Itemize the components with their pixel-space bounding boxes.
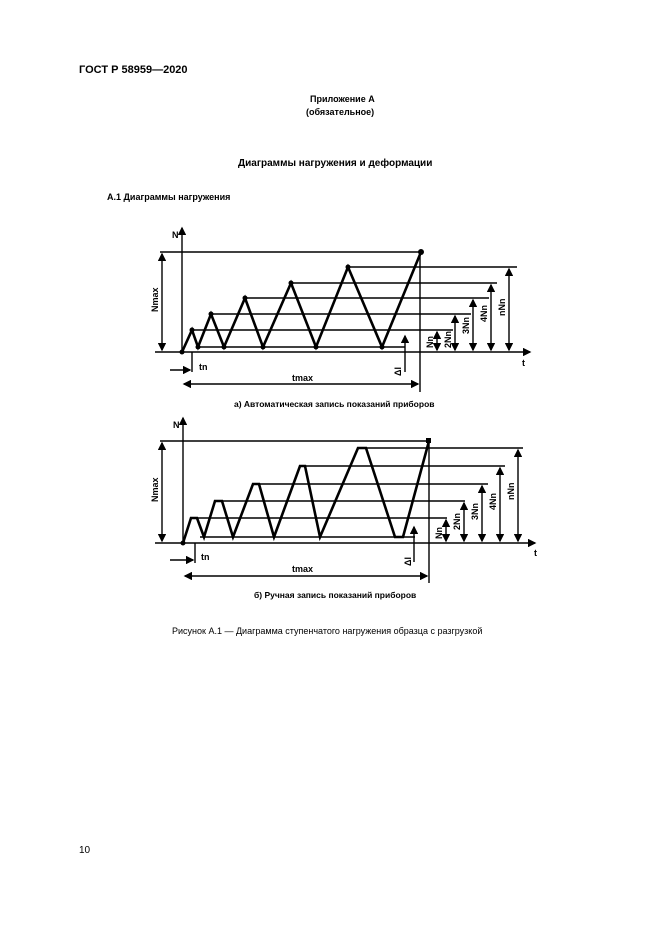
svg-text:Nmax: Nmax	[150, 287, 160, 312]
svg-text:Δl: Δl	[403, 557, 413, 566]
svg-text:3Nn: 3Nn	[470, 502, 480, 520]
svg-text:4Nn: 4Nn	[488, 492, 498, 510]
svg-text:N: N	[173, 420, 180, 430]
svg-text:tmax: tmax	[292, 373, 314, 383]
page-number: 10	[79, 845, 91, 856]
svg-text:Nmax: Nmax	[150, 477, 160, 502]
diagram-a	[150, 228, 530, 392]
section-title: Диаграммы нагружения и деформации	[238, 158, 433, 169]
appendix-status: (обязательное)	[306, 107, 375, 117]
load-curve-manual	[183, 441, 429, 543]
svg-text:3Nn: 3Nn	[461, 316, 471, 334]
svg-text:Nn: Nn	[425, 336, 435, 348]
svg-text:4Nn: 4Nn	[479, 304, 489, 322]
figure-a-caption: а) Автоматическая запись показаний приборов	[234, 399, 435, 409]
figure-b-caption: б) Ручная запись показаний приборов	[254, 590, 417, 600]
svg-text:t: t	[534, 548, 537, 558]
svg-text:2Nn: 2Nn	[452, 512, 462, 530]
svg-text:nNn: nNn	[497, 298, 507, 316]
svg-text:N: N	[172, 230, 179, 240]
diagram-b	[150, 418, 537, 583]
subsection-title: А.1 Диаграммы нагружения	[107, 192, 231, 202]
svg-text:t: t	[522, 358, 525, 368]
svg-text:nNn: nNn	[506, 482, 516, 500]
svg-text:2Nn: 2Nn	[443, 330, 453, 348]
svg-text:tn: tn	[199, 362, 208, 372]
appendix-title: Приложение А	[310, 94, 375, 104]
svg-text:Δl: Δl	[393, 367, 403, 376]
svg-text:tn: tn	[201, 552, 210, 562]
standard-header: ГОСТ Р 58959—2020	[79, 64, 188, 76]
svg-text:Nn: Nn	[434, 527, 444, 539]
svg-text:tmax: tmax	[292, 564, 314, 574]
figure-caption: Рисунок А.1 — Диаграмма ступенчатого нагружения образца с разгрузкой	[172, 626, 483, 636]
